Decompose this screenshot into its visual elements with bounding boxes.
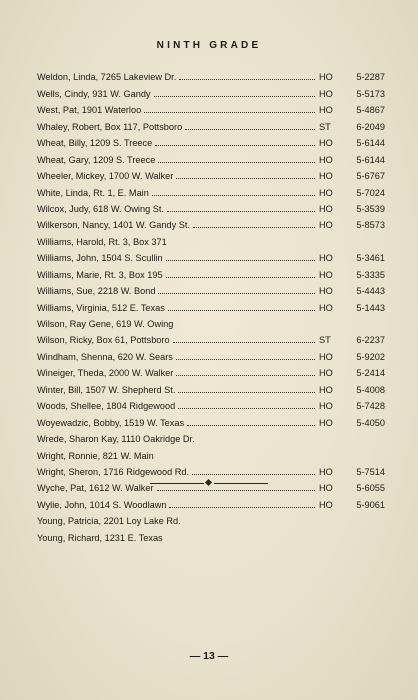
phone-exchange: HO — [319, 72, 333, 83]
entry-name-address: Wright, Ronnie, 821 W. Main — [37, 450, 154, 461]
list-item — [37, 66, 385, 82]
entry-name-address: Weldon, Linda, 7265 Lakeview Dr. — [37, 72, 177, 83]
list-item — [37, 493, 385, 509]
phone-number — [315, 89, 385, 99]
dot-leader — [173, 342, 315, 343]
list-item — [37, 99, 385, 115]
list-item — [37, 461, 385, 477]
phone-number — [315, 138, 385, 148]
entry-name-address: Williams, Sue, 2218 W. Bond — [37, 286, 156, 297]
dot-leader — [168, 310, 315, 311]
phone-exchange: HO — [319, 88, 333, 99]
list-item — [37, 526, 385, 542]
list-item — [37, 510, 385, 526]
dot-leader — [193, 227, 315, 228]
phone-digits: 5-7024 — [356, 187, 385, 198]
phone-digits: 5-6055 — [356, 483, 385, 494]
phone-digits: 5-7428 — [356, 401, 385, 412]
entry-name-address: West, Pat, 1901 Waterloo — [37, 105, 142, 116]
entry-name-address: Wilcox, Judy, 618 W. Owing St. — [37, 203, 164, 214]
phone-digits: 5-3461 — [356, 253, 385, 264]
entry-name-address: Windham, Shenna, 620 W. Sears — [37, 351, 173, 362]
phone-number — [315, 303, 385, 313]
phone-exchange: HO — [319, 401, 333, 412]
phone-number — [315, 220, 385, 230]
entry-name-address: Young, Richard, 1231 E. Texas — [37, 532, 163, 543]
entry-list — [37, 66, 385, 543]
phone-digits: 5-3539 — [356, 203, 385, 214]
entry-name-address: Woyewadzic, Bobby, 1519 W. Texas — [37, 417, 185, 428]
dot-leader — [166, 277, 315, 278]
list-item — [37, 428, 385, 444]
phone-exchange: HO — [319, 105, 333, 116]
list-item — [37, 411, 385, 427]
entry-name-address: White, Linda, Rt. 1, E. Main — [37, 187, 149, 198]
list-item — [37, 165, 385, 181]
entry-name-address: Williams, John, 1504 S. Scullin — [37, 253, 163, 264]
phone-digits: 5-5173 — [356, 88, 385, 99]
phone-number — [315, 500, 385, 510]
entry-name-address: Williams, Marie, Rt. 3, Box 195 — [37, 269, 163, 280]
phone-exchange: HO — [319, 286, 333, 297]
list-item — [37, 362, 385, 378]
phone-digits: 5-8573 — [356, 220, 385, 231]
phone-number — [315, 155, 385, 165]
dot-leader — [178, 408, 315, 409]
phone-exchange: HO — [319, 171, 333, 182]
list-item — [37, 263, 385, 279]
phone-number — [315, 253, 385, 263]
phone-exchange: HO — [319, 269, 333, 280]
phone-digits: 5-6767 — [356, 171, 385, 182]
entry-name-address: Wineiger, Theda, 2000 W. Walker — [37, 368, 174, 379]
dot-leader — [152, 195, 315, 196]
phone-number — [315, 270, 385, 280]
dot-leader — [166, 260, 315, 261]
dot-leader — [178, 392, 315, 393]
dot-leader — [187, 425, 315, 426]
phone-digits: 5-9061 — [356, 499, 385, 510]
dot-leader — [169, 507, 315, 508]
list-item — [37, 82, 385, 98]
dot-leader — [176, 375, 315, 376]
phone-number — [315, 188, 385, 198]
list-item — [37, 444, 385, 460]
phone-digits: 5-3335 — [356, 269, 385, 280]
phone-exchange: HO — [319, 220, 333, 231]
page-heading: NINTH GRADE — [156, 40, 262, 51]
phone-exchange: HO — [319, 499, 333, 510]
entry-name-address: Williams, Virginia, 512 E. Texas — [37, 302, 165, 313]
list-item — [37, 230, 385, 246]
list-item — [37, 198, 385, 214]
divider-line-left — [150, 483, 204, 484]
dot-leader — [158, 162, 315, 163]
list-item — [37, 214, 385, 230]
dot-leader — [158, 293, 315, 294]
dot-leader — [144, 112, 315, 113]
phone-exchange: ST — [319, 335, 331, 346]
entry-name-address: Williams, Harold, Rt. 3, Box 371 — [37, 236, 167, 247]
phone-digits: 5-2287 — [356, 72, 385, 83]
dot-leader — [167, 211, 315, 212]
list-item — [37, 329, 385, 345]
entry-name-address: Young, Patricia, 2201 Loy Lake Rd. — [37, 516, 181, 527]
ornamental-divider — [150, 478, 268, 488]
phone-exchange: HO — [319, 203, 333, 214]
phone-digits: 5-4050 — [356, 417, 385, 428]
entry-name-address: Wrede, Sharon Kay, 1110 Oakridge Dr. — [37, 434, 195, 445]
phone-exchange: HO — [319, 351, 333, 362]
phone-number — [315, 352, 385, 362]
dot-leader — [192, 474, 315, 475]
phone-exchange: HO — [319, 302, 333, 313]
phone-number — [315, 105, 385, 115]
phone-number — [315, 286, 385, 296]
entry-name-address: Wyche, Pat, 1612 W. Walker — [37, 483, 154, 494]
phone-exchange: HO — [319, 466, 333, 477]
phone-number — [315, 368, 385, 378]
entry-name-address: Wheeler, Mickey, 1700 W. Walker — [37, 171, 174, 182]
list-item — [37, 181, 385, 197]
page-number: — 13 — — [189, 650, 229, 662]
phone-digits: 5-4443 — [356, 286, 385, 297]
phone-number — [315, 72, 385, 82]
phone-number — [315, 483, 385, 493]
phone-digits: 5-9202 — [356, 351, 385, 362]
phone-exchange: HO — [319, 253, 333, 264]
dot-leader — [176, 178, 315, 179]
dot-leader — [179, 79, 315, 80]
phone-digits: 6-2237 — [356, 335, 385, 346]
phone-number — [315, 171, 385, 181]
phone-exchange: HO — [319, 483, 333, 494]
phone-digits: 5-4008 — [356, 384, 385, 395]
entry-name-address: Wylie, John, 1014 S. Woodlawn — [37, 499, 167, 510]
phone-digits: 6-2049 — [356, 121, 385, 132]
entry-name-address: Wheat, Gary, 1209 S. Treece — [37, 154, 156, 165]
entry-name-address: Wells, Cindy, 931 W. Gandy — [37, 88, 151, 99]
phone-digits: 5-4867 — [356, 105, 385, 116]
entry-name-address: Wilson, Ray Gene, 619 W. Owing — [37, 319, 174, 329]
entry-name-address: Wright, Sheron, 1716 Ridgewood Rd. — [37, 466, 190, 477]
list-item — [37, 345, 385, 361]
phone-digits: 5-1443 — [356, 302, 385, 313]
list-item — [37, 313, 385, 329]
phone-exchange: HO — [319, 187, 333, 198]
phone-number — [315, 467, 385, 477]
entry-name-address: Winter, Bill, 1507 W. Shepherd St. — [37, 384, 176, 395]
phone-number — [315, 122, 385, 132]
dot-leader — [176, 359, 315, 360]
list-item — [37, 395, 385, 411]
list-item — [37, 247, 385, 263]
entry-name-address: Woods, Shellee, 1804 Ridgewood — [37, 401, 176, 412]
diamond-ornament-icon — [205, 478, 212, 485]
phone-number — [315, 385, 385, 395]
list-item — [37, 115, 385, 131]
list-item — [37, 148, 385, 164]
dot-leader — [154, 96, 315, 97]
phone-number — [315, 335, 385, 345]
entry-name-address: Wilson, Ricky, Box 61, Pottsboro — [37, 335, 170, 346]
entry-name-address: Whaley, Robert, Box 117, Pottsboro — [37, 121, 183, 132]
phone-exchange: ST — [319, 121, 331, 132]
dot-leader — [157, 490, 315, 491]
phone-exchange: HO — [319, 154, 333, 165]
phone-digits: 5-2414 — [356, 368, 385, 379]
phone-number — [315, 204, 385, 214]
list-item — [37, 296, 385, 312]
phone-exchange: HO — [319, 384, 333, 395]
phone-digits: 5-6144 — [356, 154, 385, 165]
list-item — [37, 378, 385, 394]
phone-digits: 5-7514 — [356, 466, 385, 477]
phone-digits: 5-6144 — [356, 138, 385, 149]
phone-exchange: HO — [319, 417, 333, 428]
phone-number — [315, 401, 385, 411]
phone-number — [315, 418, 385, 428]
divider-line-right — [214, 483, 268, 484]
entry-name-address: Wilkerson, Nancy, 1401 W. Gandy St. — [37, 220, 191, 231]
list-item — [37, 132, 385, 148]
entry-name-address: Wheat, Billy, 1209 S. Treece — [37, 138, 153, 149]
phone-exchange: HO — [319, 368, 333, 379]
phone-exchange: HO — [319, 138, 333, 149]
dot-leader — [155, 145, 315, 146]
list-item — [37, 280, 385, 296]
dot-leader — [185, 129, 315, 130]
